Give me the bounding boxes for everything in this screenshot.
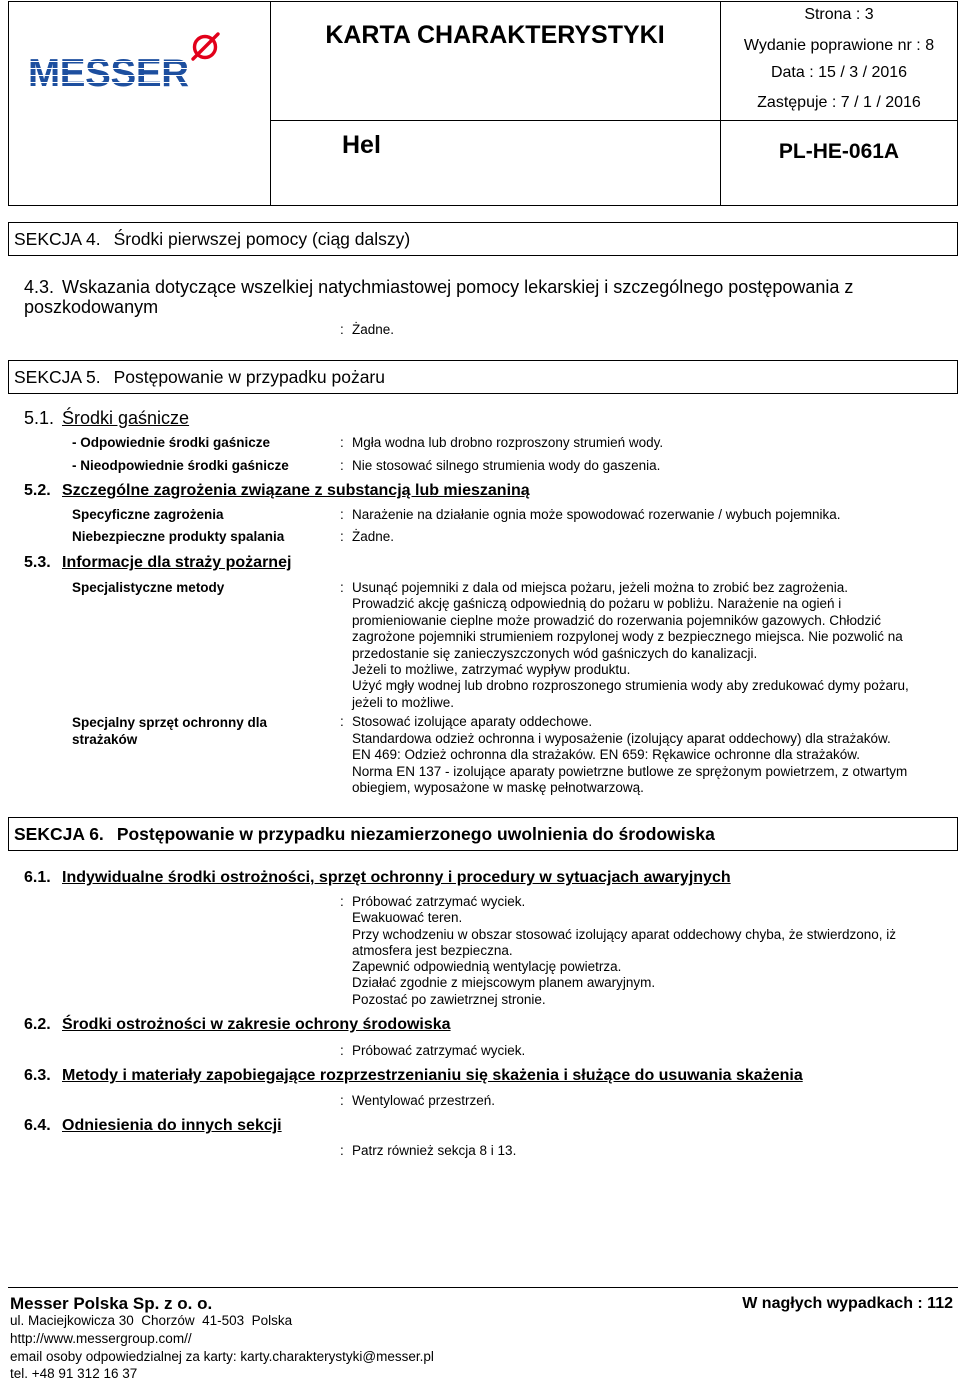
subsection-6-2-heading [24, 1015, 451, 1035]
value-separator: : [340, 894, 344, 909]
value-line: Norma EN 137 - izolujące aparaty powietrzne butlowe ze sprężonym powietrzem, z otwartym [352, 763, 908, 779]
section-number: SEKCJA 4. [14, 229, 101, 249]
subsection-title: Środki ostrożności w zakresie ochrony środowiska [62, 1016, 451, 1033]
subsection-title: Szczególne zagrożenia związane z substancją lub mieszaniną [62, 482, 530, 499]
section-5-header [8, 360, 958, 394]
revision-number: Wydanie poprawione nr : 8 [743, 37, 935, 54]
value-line: EN 469: Odzież ochronna dla strażaków. EN 659: Rękawice ochronne dla strażaków. [352, 747, 861, 762]
value-line: zagrożone pojemniki strumieniem rozpylonej wody z bezpiecznego miejsca. Nie pozwolić na [352, 629, 903, 645]
value-separator: : [340, 1043, 344, 1058]
label-suitable-extinguishing-media: - Odpowiednie środki gaśnicze [72, 435, 271, 450]
section-4-header [8, 222, 958, 256]
label-line: Specjalny sprzęt ochronny dla [72, 715, 268, 730]
footer-company-name: Messer Polska Sp. z o. o. [10, 1294, 213, 1313]
subsection-number: 6.2. [24, 1016, 51, 1033]
value-line: Jeżeli to możliwe, zatrzymać wypływ produktu. [352, 662, 631, 678]
footer-address: ul. Maciejkowicza 30 Chorzów 41-503 Polska [10, 1313, 293, 1328]
section-title: Postępowanie w przypadku pożaru [113, 367, 385, 387]
value-separator: : [340, 529, 344, 544]
subsection-5-2-heading [24, 481, 530, 501]
value-line: Ewakuować teren. [352, 910, 463, 926]
footer-divider [8, 1287, 958, 1288]
subsection-number: 6.4. [24, 1117, 51, 1134]
label-unsuitable-extinguishing-media: - Nieodpowiednie środki gaśnicze [72, 458, 289, 473]
revision-date: Data : 15 / 3 / 2016 [770, 64, 908, 81]
value-line: Prowadzić akcję gaśniczą odpowiednią do pożaru w pobliżu. Narażenie na ogień i [352, 596, 842, 612]
value-line: Działać zgodnie z miejscowym planem awaryjnym. [352, 975, 656, 991]
value-line: Stosować izolujące aparaty oddechowe. [352, 714, 593, 729]
label-hazardous-combustion-products: Niebezpieczne produkty spalania [72, 529, 285, 544]
document-code: PL-HE-061A [778, 140, 900, 163]
value-line: promieniowanie cieplne może prowadzić do rozerwania pojemników gazowych. Chłodzić [352, 612, 882, 628]
footer-emergency-number: W nagłych wypadkach : 112 [742, 1295, 953, 1312]
value-unsuitable-extinguishing-media: Nie stosować silnego strumienia wody do gaszenia. [352, 458, 661, 473]
footer-email: email osoby odpowiedzialnej za karty: karty.charakterystyki@messer.pl [10, 1349, 434, 1364]
subsection-5-3-heading [24, 553, 291, 573]
section-6-header [8, 817, 958, 851]
value-6-2: Próbować zatrzymać wyciek. [352, 1043, 526, 1058]
subsection-number: 5.1. [24, 408, 55, 428]
value-line: Standardowa odzież ochronna i wyposażenie (izolujący aparat oddechowy) dla strażaków. [352, 730, 891, 746]
footer-phone: tel. +48 91 312 16 37 [10, 1366, 138, 1381]
label-specific-hazards: Specyficzne zagrożenia [72, 507, 224, 522]
value-line: Próbować zatrzymać wyciek. [352, 894, 526, 909]
subsection-6-3-heading [24, 1066, 803, 1086]
value-special-methods [352, 580, 909, 711]
value-firefighter-equipment [352, 714, 907, 797]
subsection-4-3-heading [24, 277, 853, 297]
value-line: Zapewnić odpowiednią wentylację powietrza. [352, 959, 622, 975]
subsection-title: Metody i materiały zapobiegające rozprzestrzenianiu się skażenia i służące do usuwania skażenia [62, 1067, 803, 1084]
value-6-3: Wentylować przestrzeń. [352, 1093, 496, 1108]
header-divider-row [270, 120, 958, 121]
supersedes-date: Zastępuje : 7 / 1 / 2016 [757, 94, 921, 111]
value-specific-hazards: Narażenie na działanie ognia może spowodować rozerwanie / wybuch pojemnika. [352, 507, 841, 522]
subsection-6-1-heading [24, 868, 731, 888]
subsection-title: Informacje dla straży pożarnej [62, 554, 292, 571]
subsection-title-line: Wskazania dotyczące wszelkiej natychmiastowej pomocy lekarskiej i szczególnego postępowania z [62, 277, 854, 297]
value-hazardous-combustion-products: Żadne. [352, 529, 395, 544]
subsection-title: Indywidualne środki ostrożności, sprzęt ochronny i procedury w sytuacjach awaryjnych [62, 869, 731, 886]
product-name: Hel [342, 131, 381, 159]
section-number: SEKCJA 6. [14, 824, 104, 844]
messer-emblem-icon [188, 30, 222, 64]
subsection-number: 6.3. [24, 1067, 51, 1084]
label-firefighter-equipment [72, 714, 267, 748]
subsection-4-3-heading-continued: poszkodowanym [24, 297, 159, 317]
value-line: jeżeli to możliwe. [352, 694, 455, 710]
value-separator: : [340, 458, 344, 473]
value-6-1 [352, 894, 896, 1008]
value-line: Użyć mgły wodnej lub drobno rozproszonego strumienia wody aby zredukować dymy pożaru, [352, 678, 909, 694]
value-line: Usunąć pojemniki z dala od miejsca pożaru, jeżeli można to zrobić bez zagrożenia. [352, 580, 848, 595]
footer-website: http://www.messergroup.com// [10, 1331, 192, 1346]
value-separator: : [340, 322, 344, 337]
value-separator: : [340, 435, 344, 450]
value-separator: : [340, 714, 344, 729]
subsection-6-4-heading [24, 1116, 282, 1136]
document-title: KARTA CHARAKTERYSTYKI [325, 21, 665, 49]
label-special-methods: Specjalistyczne metody [72, 580, 225, 595]
label-line: strażaków [72, 732, 138, 747]
value-4-3: Żadne. [352, 322, 395, 337]
messer-logo-wordmark: MESSER [28, 52, 189, 95]
value-separator: : [340, 1093, 344, 1108]
page-number: Strona : 3 [804, 6, 874, 23]
subsection-number: 5.3. [24, 554, 51, 571]
subsection-5-1-heading [24, 407, 189, 429]
section-number: SEKCJA 5. [14, 367, 101, 387]
value-line: atmosfera jest bezpieczna. [352, 942, 513, 958]
value-line: Pozostać po zawietrznej stronie. [352, 991, 546, 1007]
value-6-4: Patrz również sekcja 8 i 13. [352, 1143, 517, 1158]
value-line: obiegiem, wyposażone w maskę pełnotwarzową. [352, 780, 644, 795]
value-line: przedostanie się zanieczyszczonych wód gaśniczych do kanalizacji. [352, 645, 758, 661]
section-title: Postępowanie w przypadku niezamierzonego uwolnienia do środowiska [116, 824, 715, 844]
value-separator: : [340, 507, 344, 522]
subsection-number: 5.2. [24, 482, 51, 499]
value-separator: : [340, 580, 344, 595]
value-separator: : [340, 1143, 344, 1158]
subsection-title: Środki gaśnicze [62, 408, 190, 428]
section-title: Środki pierwszej pomocy (ciąg dalszy) [113, 229, 411, 249]
subsection-number: 4.3. [24, 277, 55, 297]
value-suitable-extinguishing-media: Mgła wodna lub drobno rozproszony strumień wody. [352, 435, 664, 450]
value-line: Przy wchodzeniu w obszar stosować izolujący aparat oddechowy chyba, że stwierdzono, iż [352, 926, 897, 942]
subsection-number: 6.1. [24, 869, 51, 886]
subsection-title: Odniesienia do innych sekcji [62, 1117, 282, 1134]
